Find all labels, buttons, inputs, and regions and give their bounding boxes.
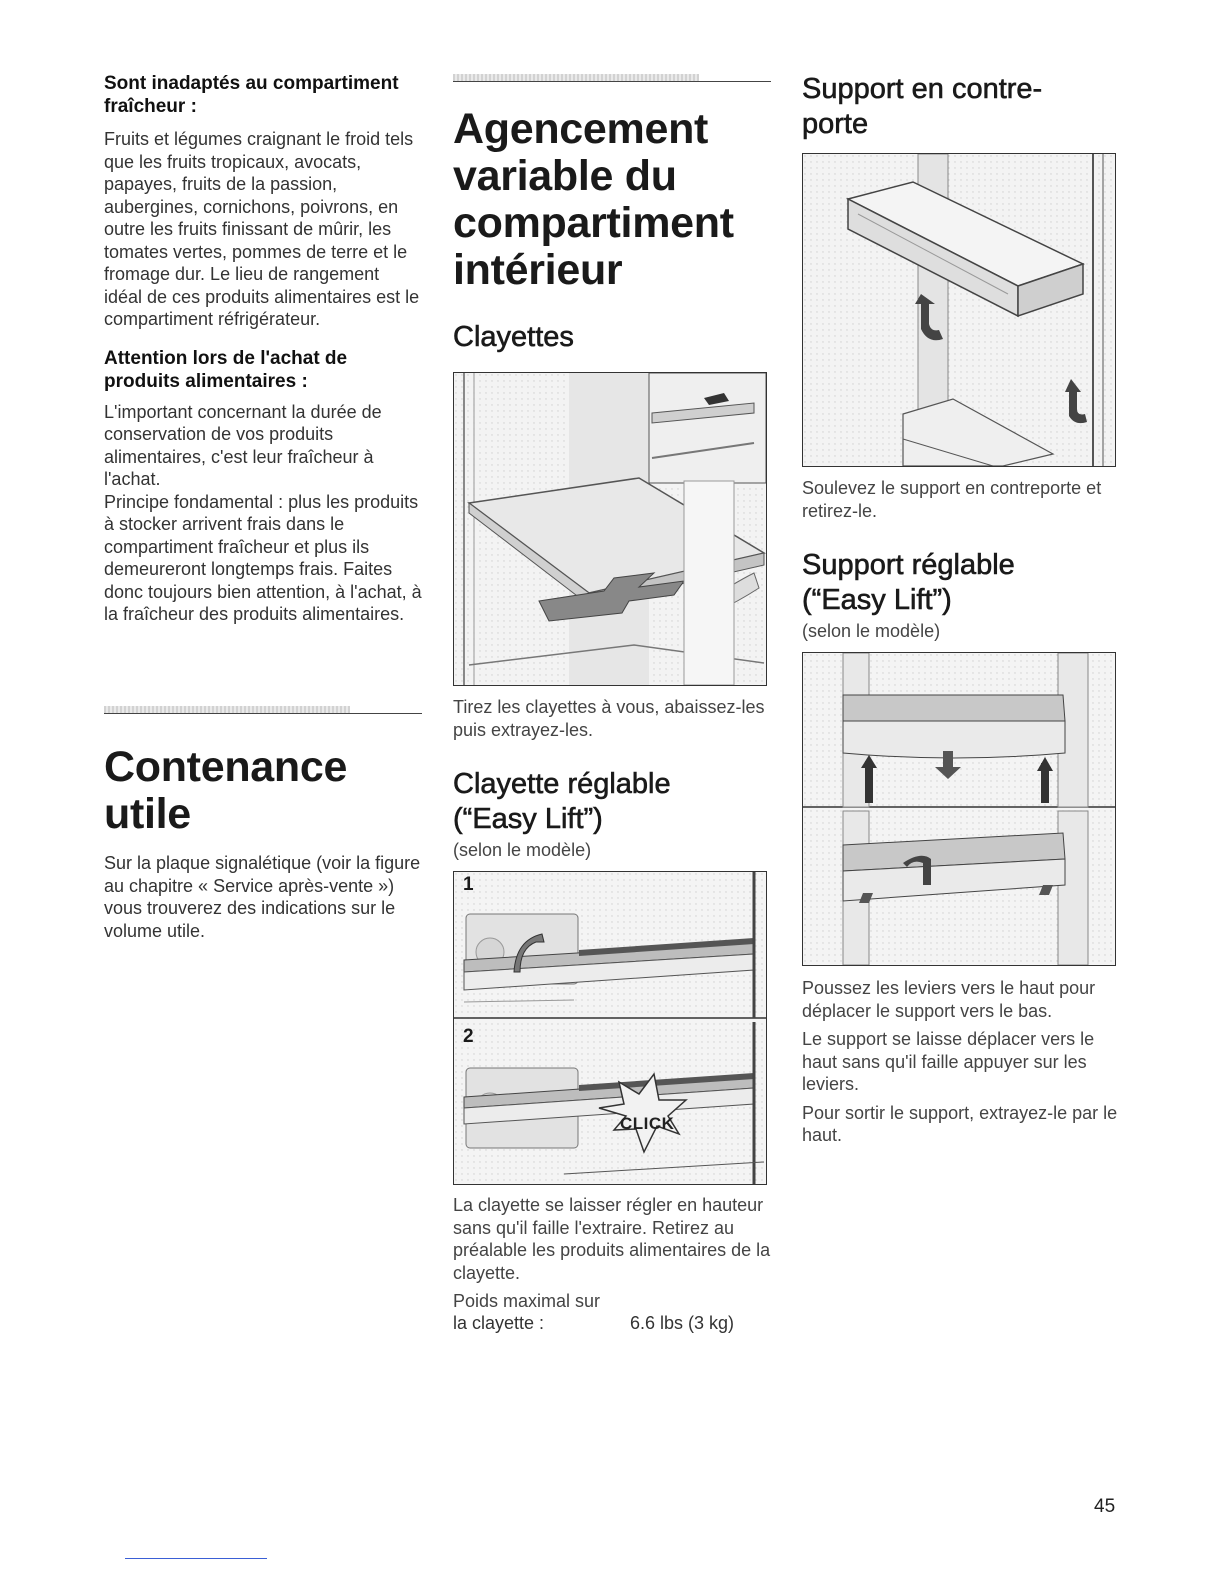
capacity-title-line1: Contenance xyxy=(104,743,348,791)
shelves-title: Clayettes xyxy=(453,321,574,353)
unsuitable-heading: Sont inadaptés au compartiment fraîcheur : xyxy=(104,73,399,117)
main-title-line: intérieur xyxy=(453,246,623,294)
attention-paragraph-1: L'important concernant la durée de conservation de vos produits alimentaires, c'est leur fraîcheur à l'achat. xyxy=(104,401,382,489)
main-title-line: variable du xyxy=(453,152,677,200)
section-rule xyxy=(453,72,771,84)
easy-lift-support-illustration xyxy=(803,653,1115,965)
capacity-section xyxy=(104,704,422,947)
easy-lift-support-figure xyxy=(802,652,1116,966)
adjustable-shelf-figure xyxy=(453,871,767,1185)
easy-lift-paragraph-2: Le support se laisse déplacer vers le haut sans qu'il faille appuyer sur les leviers. xyxy=(802,1029,1095,1094)
section-rule xyxy=(104,704,422,716)
step-1-label: 1 xyxy=(463,874,474,895)
door-support-title-line1: Support en contre- xyxy=(802,73,1043,105)
main-title-line: compartiment xyxy=(453,199,734,247)
max-weight-value: 6.6 lbs (3 kg) xyxy=(630,1312,735,1333)
easy-lift-title-line2: (“Easy Lift”) xyxy=(802,584,952,616)
max-weight-label-1: Poids maximal sur xyxy=(453,1291,601,1311)
attention-heading: Attention lors de l'achat de produits alimentaires : xyxy=(104,347,348,392)
easy-lift-note: (selon le modèle) xyxy=(802,621,941,641)
capacity-title-line2: utile xyxy=(104,790,191,838)
shelf-removal-illustration xyxy=(454,373,766,685)
adjustable-shelf-title-line2: (“Easy Lift”) xyxy=(453,803,603,835)
step-2-label: 2 xyxy=(463,1026,474,1047)
main-title-line: Agencement xyxy=(453,105,709,153)
adjustable-shelf-title-line1: Clayette réglable xyxy=(453,768,671,800)
door-support-title-line2: porte xyxy=(802,108,869,140)
max-weight-row xyxy=(453,1313,771,1335)
adjustable-shelf-note: (selon le modèle) xyxy=(453,840,592,860)
easy-lift-text-block xyxy=(802,977,1120,1153)
unsuitable-paragraph: Fruits et légumes craignant le froid tels que les fruits tropicaux, avocats, papayes, fruits de la passion, aubergines, cornichons, poivrons, en outre les fruits finissant de mûrir, les tomates vertes, pommes de terre et le fromage dur. Le lieu de rangement idéal de ces produits alimentaires est le compartiment réfrigérateur. xyxy=(104,129,420,329)
door-support-text-block xyxy=(802,477,1120,649)
main-title xyxy=(453,106,771,294)
adjustable-shelf-text-block xyxy=(453,1194,771,1335)
door-support-figure xyxy=(802,153,1116,467)
click-label: CLICK xyxy=(620,1114,675,1133)
easy-lift-paragraph-1: Poussez les leviers vers le haut pour déplacer le support vers le bas. xyxy=(802,978,1096,1021)
adjustable-shelf-paragraph: La clayette se laisser régler en hauteur sans qu'il faille l'extraire. Retirez au préalable les produits alimentaires de la clayette. xyxy=(453,1195,771,1283)
shelves-caption-block xyxy=(453,696,771,868)
column-middle xyxy=(453,72,771,355)
shelves-caption: Tirez les clayettes à vous, abaissez-les puis extrayez-les. xyxy=(453,697,765,740)
footer-rule xyxy=(125,1558,267,1559)
easy-lift-title-line1: Support réglable xyxy=(802,549,1015,581)
column-left xyxy=(104,72,422,631)
page-number: 45 xyxy=(1094,1496,1116,1517)
capacity-paragraph: Sur la plaque signalétique (voir la figure au chapitre « Service après-vente ») vous trouverez des indications sur le volume utile. xyxy=(104,853,421,941)
column-right xyxy=(802,72,1120,142)
door-shelf-illustration xyxy=(803,154,1115,466)
easy-lift-paragraph-3: Pour sortir le support, extrayez-le par le haut. xyxy=(802,1102,1118,1145)
max-weight-label-2: la clayette : xyxy=(453,1312,545,1333)
attention-paragraph-2: Principe fondamental : plus les produits à stocker arrivent frais dans le compartiment fraîcheur et plus ils demeureront longtemps frais. Faites donc toujours bien attention, à l'achat, à la fraîcheur des produits alimentaires. xyxy=(104,491,422,624)
shelves-figure xyxy=(453,372,767,686)
door-support-caption: Soulevez le support en contreporte et retirez-le. xyxy=(802,478,1102,521)
easy-lift-shelf-illustration xyxy=(454,872,766,1184)
